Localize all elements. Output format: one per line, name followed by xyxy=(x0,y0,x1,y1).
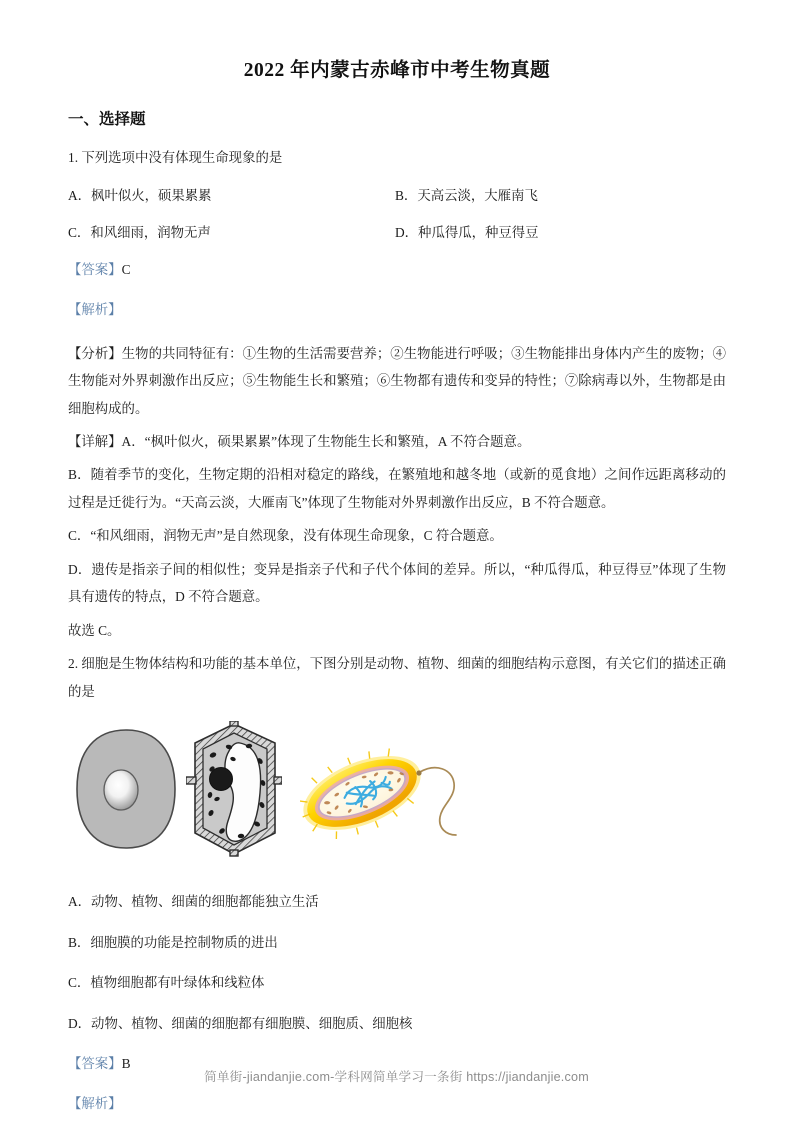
document-content xyxy=(68,58,726,1134)
question-1-analysis-label xyxy=(68,299,726,320)
question-2-option-a[interactable]: A．动物、植物、细菌的细胞都能独立生活 xyxy=(68,894,319,910)
question-1-xiangjie-b: B．随着季节的变化，生物定期的沿相对稳定的路线，在繁殖地和越冬地（或新的觅食地）之间作远距离移动的过程是迁徙行为。“天高云淡，大雁南飞”体现了生物能对外界刺激作出反应，B 不符合题意。 xyxy=(68,467,726,510)
analysis-label: 【解析】 xyxy=(68,1096,122,1112)
answer-label: 【答案】 xyxy=(68,1055,122,1071)
question-1-options-row-1 xyxy=(68,185,726,203)
analysis-label: 【解析】 xyxy=(68,302,122,318)
footer-watermark: 简单街-jiandanjie.com-学科网简单学习一条街 https://jiandanjie.com xyxy=(204,1070,589,1084)
question-1-fenxi: 【分析】生物的共同特征有：①生物的生活需要营养；②生物能进行呼吸；③生物能排出身体内产生的废物；④生物能对外界刺激作出反应；⑤生物能生长和繁殖；⑥生物都有遗传和变异的特性；⑦除病毒以外，生物都是由细胞构成的。 xyxy=(68,345,726,416)
question-1-answer xyxy=(68,259,726,280)
answer-value: B xyxy=(121,1055,131,1071)
question-2-figure xyxy=(68,719,726,869)
question-1-option-a[interactable]: A．枫叶似火，硕果累累 xyxy=(68,187,212,203)
question-1-option-d[interactable]: D．种瓜得瓜，种豆得豆 xyxy=(395,224,539,240)
answer-label: 【答案】 xyxy=(68,261,122,277)
animal-cell-diagram xyxy=(72,727,180,851)
question-1-conclusion: 故选 C。 xyxy=(68,622,121,638)
question-1-xiangjie-c: C．“和风细雨，润物无声”是自然现象，没有体现生命现象，C 符合题意。 xyxy=(68,528,503,544)
question-1-xiangjie-a: 【详解】A．“枫叶似火，硕果累累”体现了生物能生长和繁殖，A 不符合题意。 xyxy=(68,434,531,450)
question-1-xiangjie-d: D．遗传是指亲子间的相似性；变异是指亲子代和子代个体间的差异。所以，“种瓜得瓜，种豆得豆”体现了生物具有遗传的特点，D 不符合题意。 xyxy=(68,561,726,605)
question-2-stem: 2. 细胞是生物体结构和功能的基本单位，下图分别是动物、植物、细菌的细胞结构示意图，有关它们的描述正确的是 xyxy=(68,656,726,699)
answer-value: C xyxy=(121,261,131,277)
question-1-option-b[interactable]: B．天高云淡，大雁南飞 xyxy=(395,187,538,203)
question-1-options-row-2 xyxy=(68,222,726,240)
question-1-option-c[interactable]: C．和风细雨，润物无声 xyxy=(68,224,211,240)
question-1-stem: 1. 下列选项中没有体现生命现象的是 xyxy=(68,150,283,166)
question-2-option-c[interactable]: C．植物细胞都有叶绿体和线粒体 xyxy=(68,975,265,991)
question-2-option-b[interactable]: B．细胞膜的功能是控制物质的进出 xyxy=(68,934,278,950)
question-2-option-d[interactable]: D．动物、植物、细菌的细胞都有细胞膜、细胞质、细胞核 xyxy=(68,1015,413,1031)
page-title: 2022 年内蒙古赤峰市中考生物真题 xyxy=(243,60,551,81)
section-heading: 一、选择题 xyxy=(68,111,146,129)
question-2-analysis-label xyxy=(68,1093,726,1114)
bacterium-cell-diagram xyxy=(300,735,468,851)
plant-cell-diagram xyxy=(186,721,282,857)
